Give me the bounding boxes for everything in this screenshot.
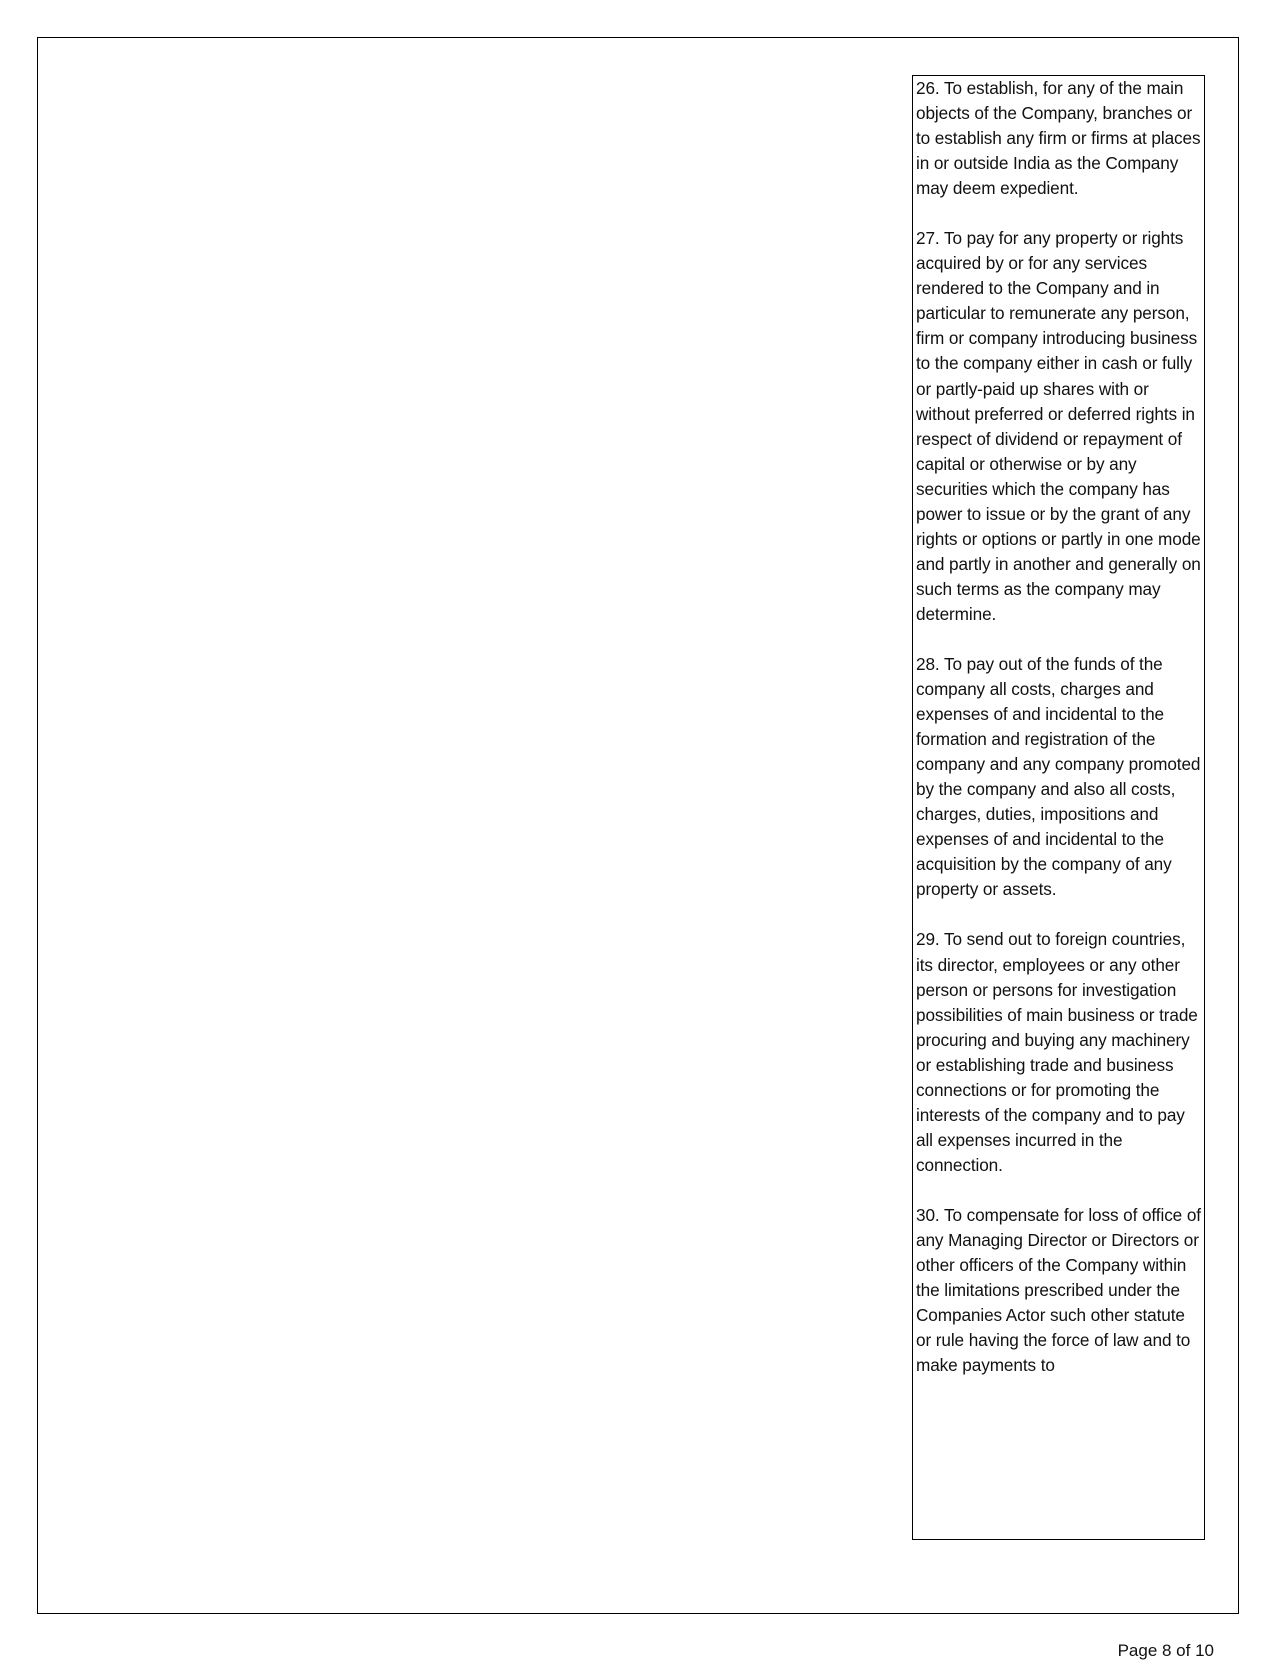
clause-28: 28. To pay out of the funds of the company all costs, charges and expenses of and incidental to the formation and registration of the company and any company promoted by the company and also all costs, charges, duties, impositions and expenses of and incidental to the acquisition by the company of any property or assets. bbox=[916, 653, 1201, 900]
objects-clause-box bbox=[912, 75, 1205, 1540]
clause-30: 30. To compensate for loss of office of any Managing Director or Directors or other officers of the Company within the limitations prescribed under the Companies Actor such other statute or rule having the force of law and to make payments to bbox=[916, 1204, 1201, 1376]
page-number: Page 8 of 10 bbox=[1117, 1641, 1214, 1660]
clause-29: 29. To send out to foreign countries, its director, employees or any other person or persons for investigation possibilities of main business or trade procuring and buying any machinery or establishing trade and business connections or for promoting the interests of the company and to pay all expenses incurred in the connection. bbox=[916, 929, 1198, 1175]
clause-27: 27. To pay for any property or rights acquired by or for any services rendered to the Company and in particular to remunerate any person, firm or company introducing business to the company either in cash or fully or partly-paid up shares with or without preferred or deferred rights in respect of dividend or repayment of capital or otherwise or by any securities which the company has power to issue or by the grant of any rights or options or partly in one mode and partly in another and generally on such terms as the company may determine. bbox=[916, 228, 1201, 624]
clause-26: 26. To establish, for any of the main objects of the Company, branches or to establish any firm or firms at places in or outside India as the Company may deem expedient. bbox=[916, 78, 1201, 199]
